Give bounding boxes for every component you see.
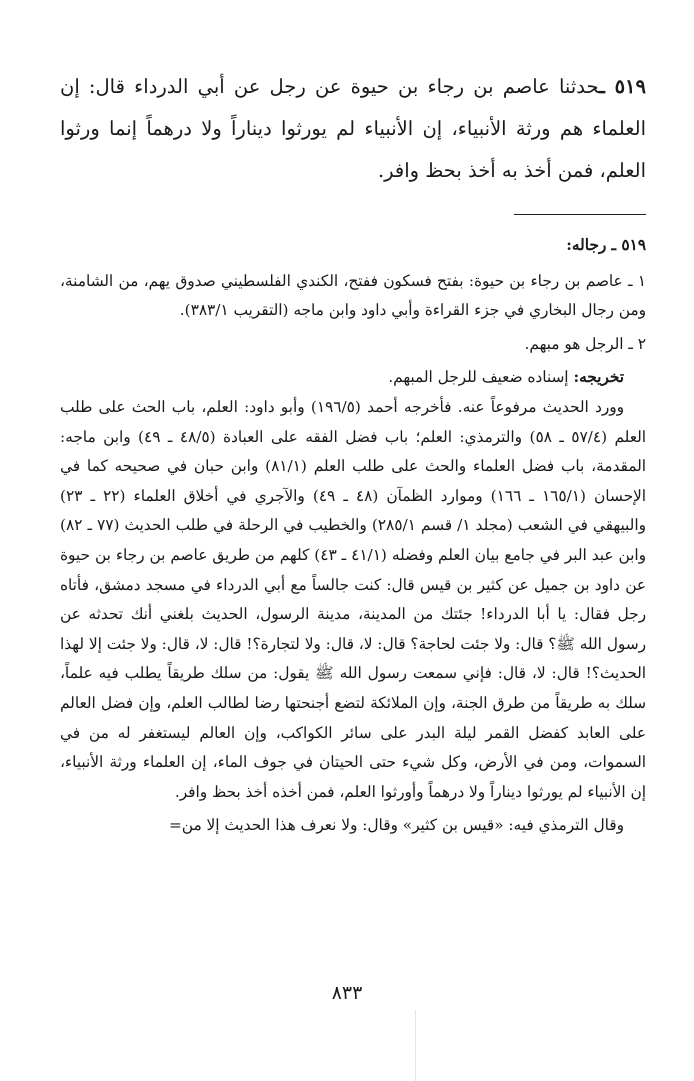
hadith-number: ٥١٩ ـ — [599, 75, 646, 98]
narrator-2-text: الرجل هو مبهم. — [524, 334, 624, 353]
hadith-text-block — [60, 66, 646, 192]
page-body — [60, 66, 646, 841]
takhrij — [60, 363, 646, 393]
takhrij-label: تخريجه: — [573, 368, 624, 387]
hadith-text: حدثنا عاصم بن رجاء بن حيوة عن رجل عن أبي الدرداء قال: إن العلماء هم ورثة الأنبياء، إن الأنبياء لم يورثوا ديناراً ولا درهماً إنما ورثوا العلم، فمن أخذ به أخذ بحظ وافر. — [60, 75, 646, 182]
footnote-separator — [514, 214, 646, 215]
narrator-2-number: ٢ ـ — [628, 334, 646, 353]
narrator-2 — [60, 330, 646, 360]
takhrij-text: إسناده ضعيف للرجل المبهم. — [388, 368, 569, 387]
tirmidhi-note: وقال الترمذي فيه: «قيس بن كثير» وقال: ولا نعرف هذا الحديث إلا من= — [168, 816, 624, 835]
takhrij-body: وورد الحديث مرفوعاً عنه. فأخرجه أحمد (١٩٦/٥) وأبو داود: العلم، باب الحث على طلب العلم (٥٧/٤ ـ ٥٨) والترمذي: العلم؛ باب فضل الفقه على العبادة (٤٨/٥ ـ ٤٩) وابن ماجه: المقدمة، باب فضل العلماء والحث على طلب العلم (٨١/١) وابن حبان في صحيحه كما في الإحسان (١٦٥/١ ـ ١٦٦) وموارد الظمآن (٤٨ ـ ٤٩) والآجري في أخلاق العلماء (٢٢ ـ ٢٣) والبيهقي في الشعب (مجلد ١/ قسم ٢٨٥/١) والخطيب في الرحلة في طلب الحديث (٧٧ ـ ٨٢) وابن عبد البر في جامع بيان العلم وفضله (٤١/١ ـ ٤٣) كلهم من طريق عاصم بن رجاء بن حيوة عن داود بن جميل عن كثير بن قيس قال: كنت جالساً مع أبي الدرداء في مسجد دمشق، فأتاه رجل فقال: يا أبا الدرداء! جئتك من المدينة، مدينة الرسول، الحديث بلغني أنك تحدثه عن رسول الله ﷺ؟ قال: ولا جئت لحاجة؟ قال: لا، قال: ولا لتجارة؟! قال: لا، قال: ولا جئت إلا لهذا الحديث؟! قال: لا، قال: فإني سمعت رسول الله ﷺ يقول: من سلك طريقاً يطلب فيه علماً، سلك به طريقاً من طرق الجنة، وإن الملائكة لتضع أجنحتها رضا لطالب العلم، وإن فضل العالم على العابد كفضل القمر ليلة البدر على سائر الكواكب، وإن العالم ليستغفر له من في السموات، ومن في الأرض، وكل شيء حتى الحيتان في جوف الماء، إن العلماء ورثة الأنبياء، إن الأنبياء لم يورثوا ديناراً ولا درهماً وأورثوا العلم، فمن أخذه أخذ بحظ وافر. — [60, 397, 646, 801]
footnotes — [60, 231, 646, 841]
narrator-1 — [60, 267, 646, 326]
narrator-1-text: عاصم بن رجاء بن حيوة: بفتح فسكون ففتح، الكندي الفلسطيني صدوق يهم، من الشامنة، ومن رجال البخاري في جزء القراءة وأبي داود وابن ماجه (التقريب ٣٨٣/١). — [60, 271, 646, 320]
page-crease — [415, 1010, 416, 1081]
footnote-heading: ٥١٩ ـ رجاله: — [566, 236, 646, 254]
page-number: ٨٣٣ — [331, 982, 363, 1004]
narrator-1-number: ١ ـ — [627, 271, 646, 290]
